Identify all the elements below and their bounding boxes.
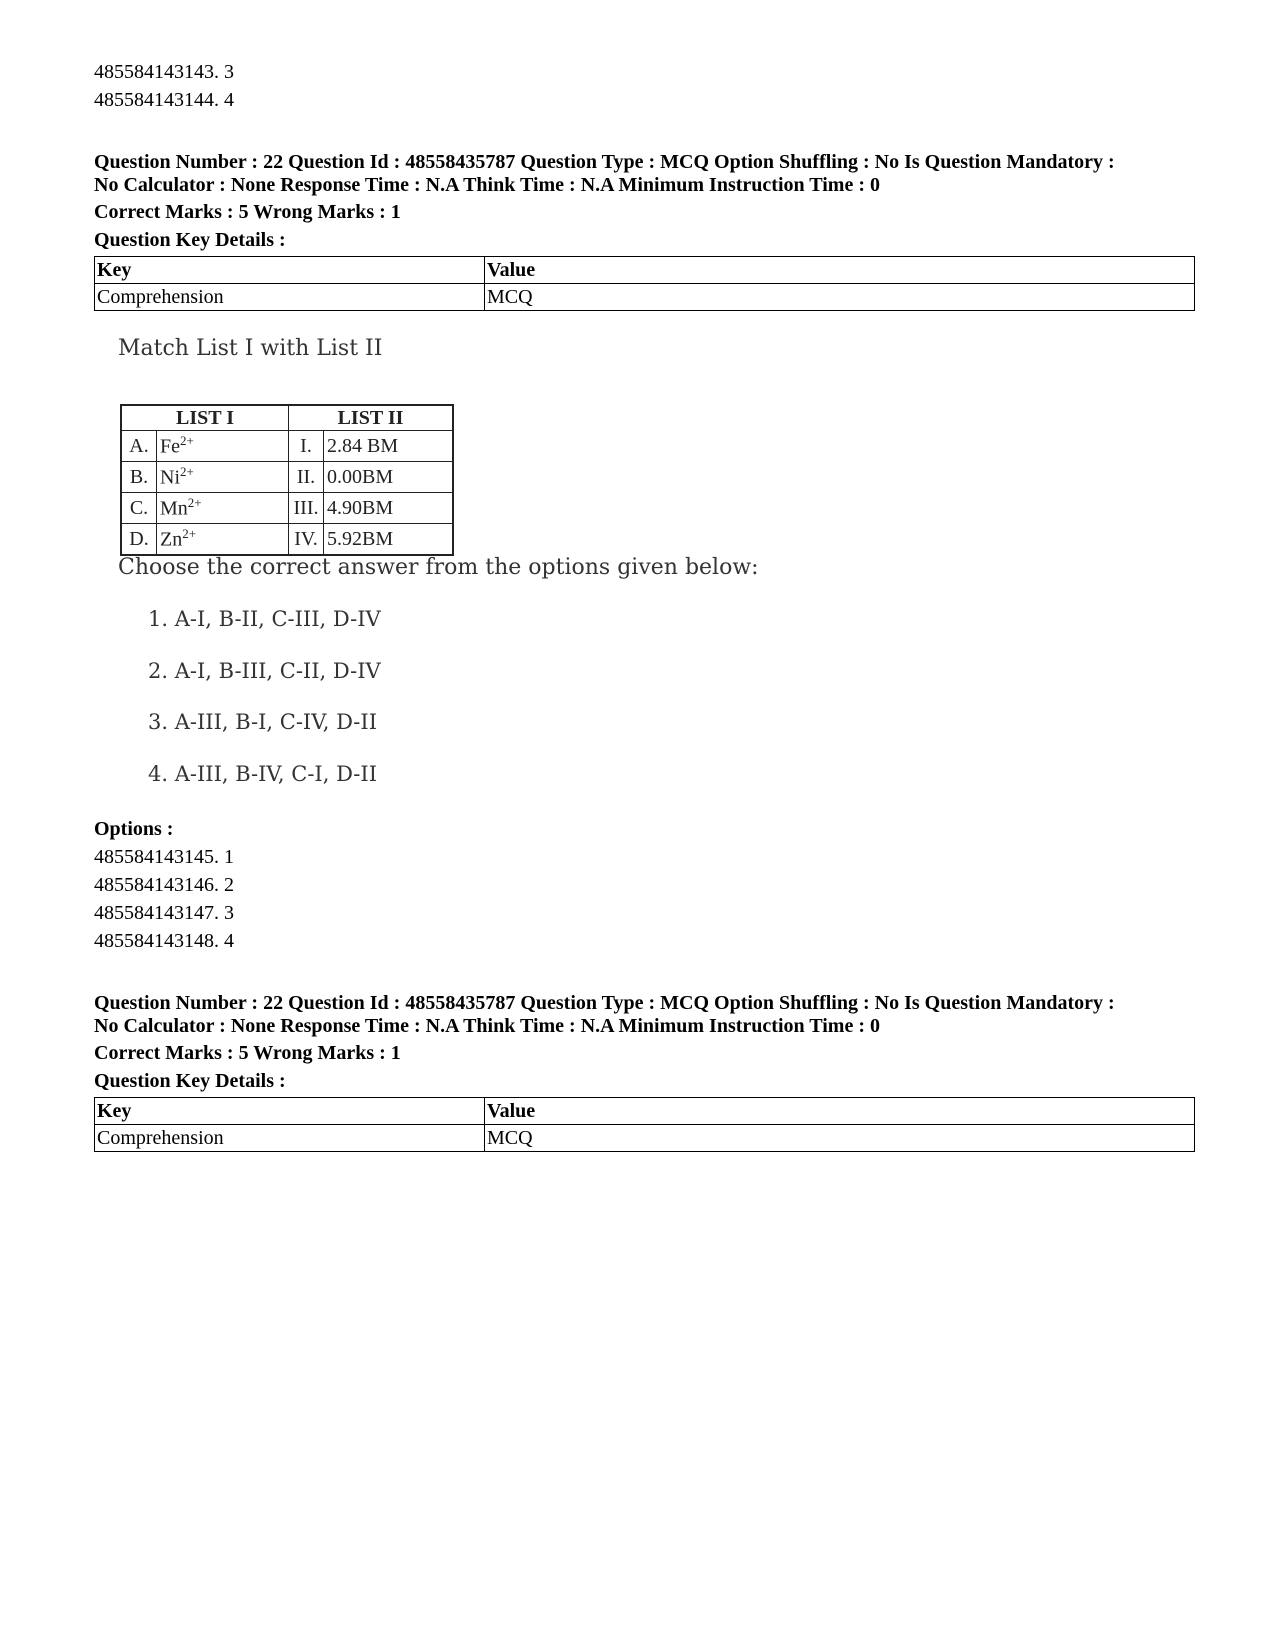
list-ii-value: 4.90BM — [324, 493, 454, 524]
match-table-row — [121, 431, 453, 462]
key-table-row — [95, 1125, 1195, 1152]
match-table-row — [121, 493, 453, 524]
question-key-table — [94, 1097, 1195, 1152]
list-ii-numeral: I. — [289, 431, 324, 462]
list-ii-numeral: IV. — [289, 524, 324, 556]
question-instruction: Choose the correct answer from the options given below: — [118, 555, 759, 580]
prev-option-4: 485584143144. 4 — [94, 89, 234, 111]
key-table-header-row — [95, 1098, 1195, 1125]
key-header: Key — [95, 257, 485, 284]
option-item: 485584143145. 1 — [94, 846, 234, 868]
list-i-letter: C. — [121, 493, 157, 524]
question-prompt: Match List I with List II — [118, 336, 383, 361]
answer-choice: 4. A-III, B-IV, C-I, D-II — [148, 762, 377, 786]
value-header: Value — [485, 257, 1195, 284]
question-meta-line-2: No Calculator : None Response Time : N.A Think Time : N.A Minimum Instruction Time : 0 — [94, 174, 880, 196]
list-i-ion: $Fe^{2+}$ — [157, 431, 289, 462]
option-item: 485584143148. 4 — [94, 930, 234, 952]
list-i-letter: B. — [121, 462, 157, 493]
list-i-ion: $Ni^{2+}$ — [157, 462, 289, 493]
key-header: Key — [95, 1098, 485, 1125]
match-table-row — [121, 462, 453, 493]
list-ii-value: 2.84 BM — [324, 431, 454, 462]
question-meta-line-1: Question Number : 22 Question Id : 48558435787 Question Type : MCQ Option Shuffling : No Is Question Mandatory : — [94, 992, 1115, 1014]
match-table-row — [121, 524, 453, 556]
list-ii-numeral: II. — [289, 462, 324, 493]
value-cell: MCQ — [485, 284, 1195, 311]
question-marks: Correct Marks : 5 Wrong Marks : 1 — [94, 201, 401, 223]
list-i-ion: $Mn^{2+}$ — [157, 493, 289, 524]
key-table-row — [95, 284, 1195, 311]
question-meta-line-2: No Calculator : None Response Time : N.A Think Time : N.A Minimum Instruction Time : 0 — [94, 1015, 880, 1037]
list-ii-numeral: III. — [289, 493, 324, 524]
list-i-header: LIST I — [121, 405, 289, 431]
list-ii-header: LIST II — [289, 405, 454, 431]
options-label: Options : — [94, 818, 174, 840]
list-i-letter: A. — [121, 431, 157, 462]
value-cell: MCQ — [485, 1125, 1195, 1152]
answer-choice: 2. A-I, B-III, C-II, D-IV — [148, 659, 381, 683]
list-ii-value: 5.92BM — [324, 524, 454, 556]
question-key-details-label: Question Key Details : — [94, 1070, 286, 1092]
question-meta-line-1: Question Number : 22 Question Id : 48558435787 Question Type : MCQ Option Shuffling : No Is Question Mandatory : — [94, 151, 1115, 173]
question-image — [118, 336, 759, 828]
answer-choice: 1. A-I, B-II, C-III, D-IV — [148, 607, 381, 631]
option-item: 485584143147. 3 — [94, 902, 234, 924]
match-table-header-row — [121, 405, 453, 431]
match-list-table — [120, 404, 454, 556]
key-table-header-row — [95, 257, 1195, 284]
value-header: Value — [485, 1098, 1195, 1125]
question-key-details-label: Question Key Details : — [94, 229, 286, 251]
key-cell: Comprehension — [95, 284, 485, 311]
list-i-ion: $Zn^{2+}$ — [157, 524, 289, 556]
option-item: 485584143146. 2 — [94, 874, 234, 896]
key-cell: Comprehension — [95, 1125, 485, 1152]
question-key-table — [94, 256, 1195, 311]
question-marks: Correct Marks : 5 Wrong Marks : 1 — [94, 1042, 401, 1064]
list-i-letter: D. — [121, 524, 157, 556]
list-ii-value: 0.00BM — [324, 462, 454, 493]
prev-option-3: 485584143143. 3 — [94, 61, 234, 83]
answer-choice: 3. A-III, B-I, C-IV, D-II — [148, 710, 377, 734]
